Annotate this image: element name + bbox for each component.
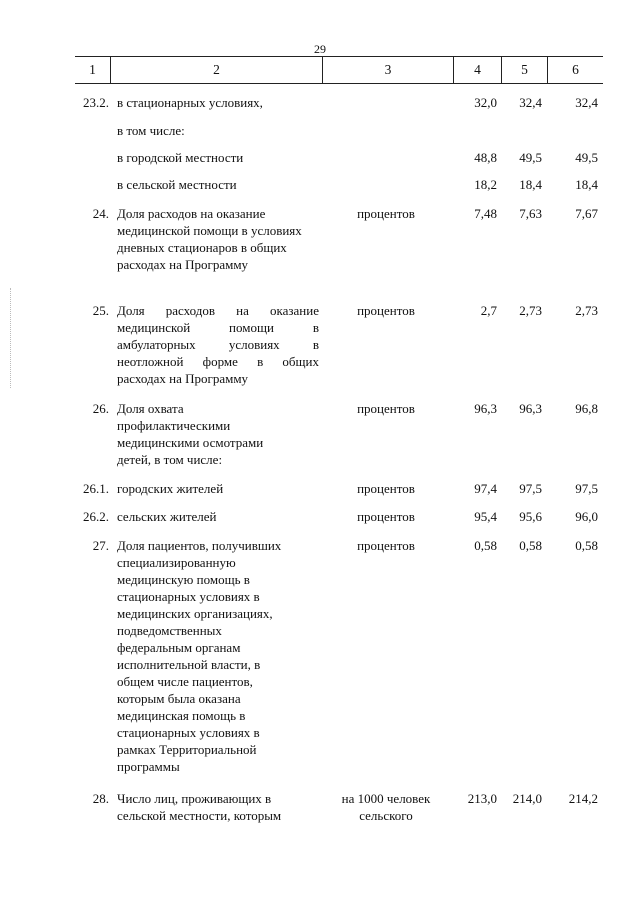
row-unit: процентов bbox=[357, 481, 415, 496]
row-name: Доля расходов на оказание медицинской помощи в условиях дневных стационаров в общих расходах на Программу bbox=[117, 206, 302, 272]
row-unit: на 1000 человек сельского bbox=[341, 791, 431, 823]
row-number: 25. bbox=[92, 303, 109, 318]
header-col-2: 2 bbox=[111, 57, 323, 83]
value-col-4: 48,8 bbox=[474, 150, 497, 165]
value-col-5: 96,3 bbox=[519, 401, 542, 416]
value-col-4: 97,4 bbox=[474, 481, 497, 496]
table-header bbox=[75, 56, 603, 84]
value-col-4: 32,0 bbox=[474, 95, 497, 110]
value-col-6: 49,5 bbox=[575, 150, 598, 165]
value-col-5: 2,73 bbox=[519, 303, 542, 318]
row-number: 23.2. bbox=[83, 95, 109, 110]
value-col-4: 95,4 bbox=[474, 509, 497, 524]
header-col-3: 3 bbox=[323, 57, 454, 83]
row-name: Число лиц, проживающих в сельской местности, которым bbox=[117, 791, 282, 823]
row-name: городских жителей bbox=[117, 481, 224, 496]
row-name: сельских жителей bbox=[117, 509, 217, 524]
row-name: в сельской местности bbox=[117, 177, 237, 192]
row-number: 26.2. bbox=[83, 509, 109, 524]
row-number: 24. bbox=[92, 206, 109, 221]
header-col-4: 4 bbox=[454, 57, 502, 83]
row-name: Доля охвата профилактическими медицинскими осмотрами детей, в том числе: bbox=[117, 401, 264, 467]
header-col-6: 6 bbox=[572, 62, 579, 77]
header-col-5: 5 bbox=[502, 57, 548, 83]
value-col-5: 97,5 bbox=[519, 481, 542, 496]
row-number: 26.1. bbox=[83, 481, 109, 496]
row-name: в городской местности bbox=[117, 150, 244, 165]
value-col-5: 0,58 bbox=[519, 538, 542, 553]
value-col-6: 97,5 bbox=[575, 481, 598, 496]
value-col-5: 18,4 bbox=[519, 177, 542, 192]
value-col-6: 32,4 bbox=[575, 95, 598, 110]
page-number: 29 bbox=[314, 42, 326, 56]
value-col-4: 7,48 bbox=[474, 206, 497, 221]
value-col-4: 213,0 bbox=[467, 791, 497, 806]
row-name: Доля расходов на оказание медицинской помощи в амбулаторных условиях в неотложной форме в общих расходах на Программу bbox=[117, 303, 319, 386]
value-col-5: 32,4 bbox=[519, 95, 542, 110]
row-name: в стационарных условиях, bbox=[117, 95, 263, 110]
row-number: 28. bbox=[92, 791, 109, 806]
value-col-5: 214,0 bbox=[512, 791, 542, 806]
row-number: 26. bbox=[92, 401, 109, 416]
value-col-4: 2,7 bbox=[480, 303, 497, 318]
header-col-1: 1 bbox=[75, 57, 111, 83]
value-col-6: 2,73 bbox=[575, 303, 598, 318]
value-col-6: 0,58 bbox=[575, 538, 598, 553]
row-unit: процентов bbox=[357, 303, 415, 318]
value-col-5: 95,6 bbox=[519, 509, 542, 524]
row-unit: процентов bbox=[357, 538, 415, 553]
row-name: в том числе: bbox=[117, 123, 185, 138]
value-col-6: 96,0 bbox=[575, 509, 598, 524]
value-col-5: 49,5 bbox=[519, 150, 542, 165]
value-col-6: 96,8 bbox=[575, 401, 598, 416]
row-unit: процентов bbox=[357, 509, 415, 524]
row-number: 27. bbox=[92, 538, 109, 553]
value-col-5: 7,63 bbox=[519, 206, 542, 221]
row-unit: процентов bbox=[357, 401, 415, 416]
value-col-4: 18,2 bbox=[474, 177, 497, 192]
value-col-4: 96,3 bbox=[474, 401, 497, 416]
row-unit: процентов bbox=[357, 206, 415, 221]
indicators-table bbox=[75, 56, 603, 823]
scan-margin-mark bbox=[10, 288, 12, 388]
value-col-4: 0,58 bbox=[474, 538, 497, 553]
value-col-6: 18,4 bbox=[575, 177, 598, 192]
row-name: Доля пациентов, получивших специализированную медицинскую помощь в стационарных условиях в медицинских организациях, подведомственных федеральным органам исполнительной власти, в общем числе пациентов, которым была оказана медицинская помощь в стационарных условиях в рамках Территориальной программы bbox=[117, 538, 282, 774]
value-col-6: 7,67 bbox=[575, 206, 598, 221]
value-col-6: 214,2 bbox=[568, 791, 598, 806]
